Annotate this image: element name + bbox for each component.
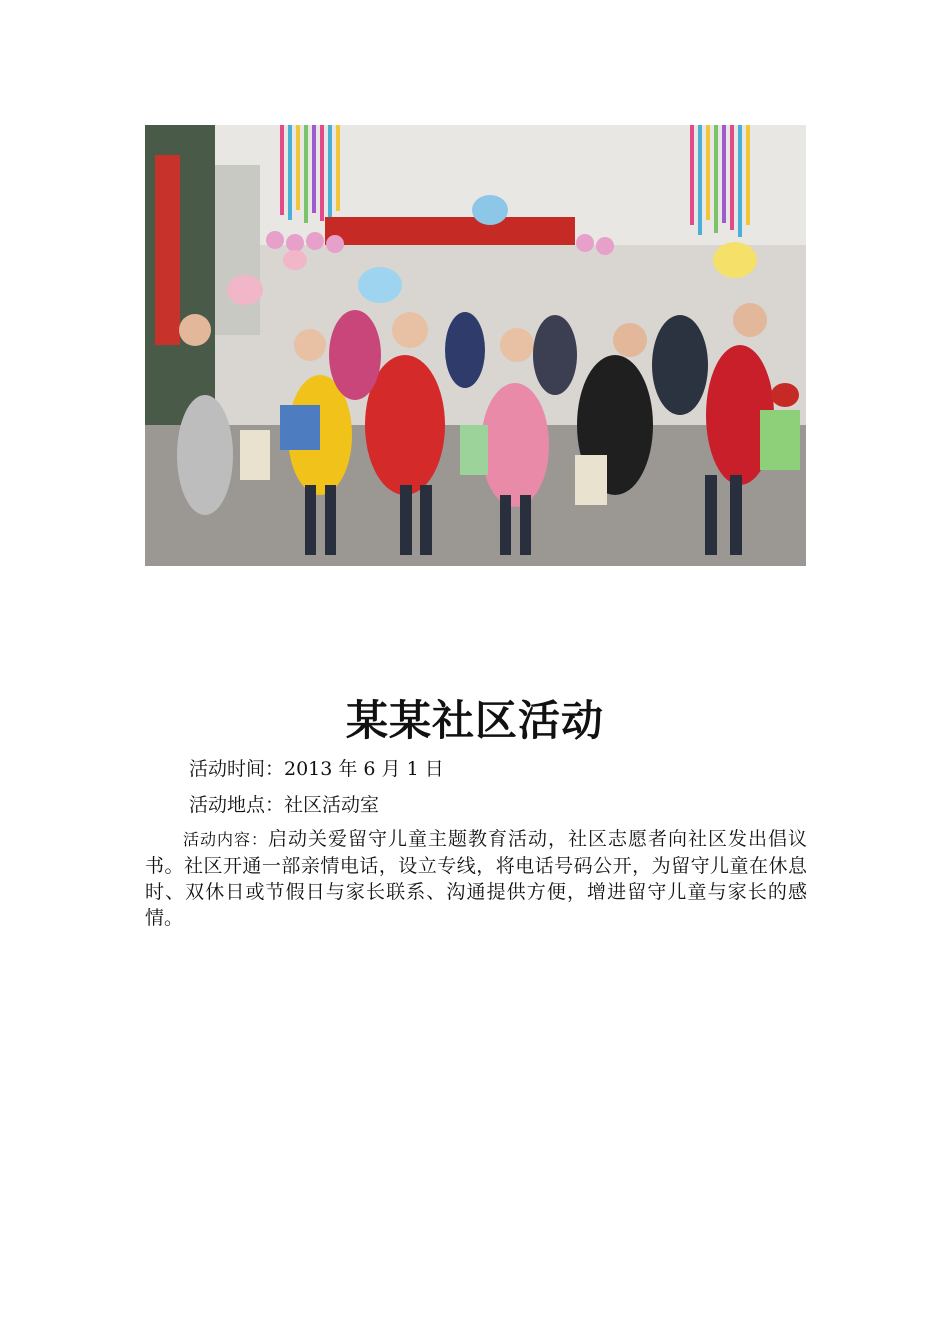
- photo-icon: [145, 125, 806, 566]
- activity-content: [145, 826, 807, 931]
- page-title: 某某社区活动: [345, 696, 604, 745]
- content-body: 启动关爱留守儿童主题教育活动，社区志愿者向社区发出倡议书。社区开通一部亲情电话，设立专线，将电话号码公开，为留守儿童在休息时、双休日或节假日与家长联系、沟通提供方便，增进留守儿童与家长的感情。: [145, 828, 807, 929]
- activity-time: 活动时间：2013 年 6 月 1 日: [189, 758, 444, 780]
- content-label: 活动内容：: [183, 830, 268, 849]
- activity-place: 活动地点：社区活动室: [189, 794, 380, 816]
- activity-photo: [145, 125, 806, 566]
